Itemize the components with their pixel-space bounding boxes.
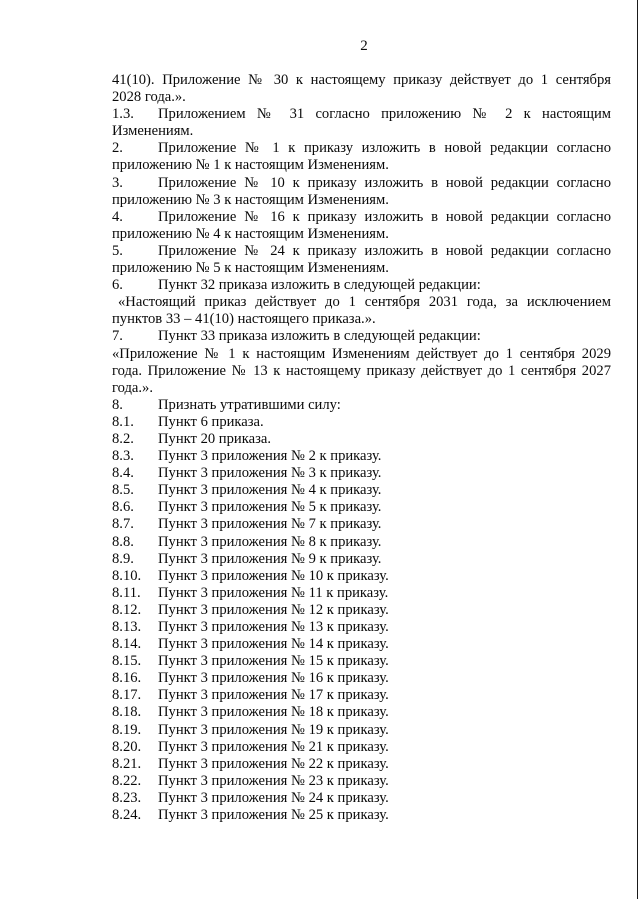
item-number: 8.17. — [112, 687, 142, 704]
paragraph-3 — [112, 175, 611, 209]
item-text: Пункт 3 приложения № 12 к приказу. — [158, 601, 389, 618]
paragraph-2-line-1: Приложение № 1 к приказу изложить в новой редакции согласно — [158, 140, 611, 157]
list-item — [112, 636, 611, 653]
repealed-items-list — [112, 414, 611, 824]
paragraph-4-line-1: Приложение № 16 к приказу изложить в новой редакции согласно — [158, 208, 611, 225]
paragraph-2 — [112, 140, 611, 174]
paragraph-7-text: Пункт 33 приказа изложить в следующей редакции: — [158, 328, 481, 345]
list-item — [112, 670, 611, 687]
list-item — [112, 448, 611, 465]
list-item — [112, 568, 611, 585]
item-number: 8.4. — [112, 465, 134, 482]
item-number: 8.6. — [112, 499, 134, 516]
item-text: Пункт 3 приложения № 9 к приказу. — [158, 550, 382, 567]
page-number: 2 — [360, 38, 368, 54]
paragraph-41-10-line-1: 41(10). Приложение № 30 к настоящему приказу действует до 1 сентября — [112, 72, 611, 88]
item-text: Пункт 3 приложения № 24 к приказу. — [158, 789, 389, 806]
paragraph-8-text: Признать утратившими силу: — [158, 396, 341, 413]
item-text: Пункт 3 приложения № 22 к приказу. — [158, 755, 389, 772]
item-text: Пункт 3 приложения № 18 к приказу. — [158, 704, 389, 721]
item-number: 8.22. — [112, 772, 142, 789]
item-number: 8.19. — [112, 721, 142, 738]
item-text: Пункт 3 приложения № 19 к приказу. — [158, 721, 389, 738]
quote-6-line-1: «Настоящий приказ действует до 1 сентября 2031 года, за исключением — [118, 294, 611, 311]
paragraph-3-line-2: приложению № 3 к настоящим Изменениям. — [112, 191, 389, 208]
item-text: Пункт 3 приложения № 11 к приказу. — [158, 584, 389, 601]
paragraph-3-line-1: Приложение № 10 к приказу изложить в новой редакции согласно — [158, 174, 611, 191]
item-number: 8.23. — [112, 789, 142, 806]
list-item — [112, 602, 611, 619]
item-text: Пункт 6 приказа. — [158, 413, 264, 430]
item-number: 8.13. — [112, 619, 142, 635]
item-text: Пункт 3 приложения № 4 к приказу. — [158, 482, 382, 499]
quote-7-line-3: года.». — [112, 379, 153, 396]
item-number: 8.18. — [112, 704, 142, 721]
paragraph-6-text: Пункт 32 приказа изложить в следующей редакции: — [158, 277, 481, 294]
quote-6-line-2: пунктов 33 – 41(10) настоящего приказа.». — [112, 311, 376, 328]
list-item — [112, 773, 611, 790]
list-item — [112, 534, 611, 551]
paragraph-6 — [112, 277, 611, 328]
quote-7-line-1: «Приложение № 1 к настоящим Изменениям действует до 1 сентября 2029 — [112, 345, 611, 362]
paragraph-1-3-line-2: Изменениям. — [112, 123, 194, 140]
item-text: Пункт 3 приложения № 5 к приказу. — [158, 499, 382, 516]
item-number: 8.9. — [112, 550, 134, 567]
item-number: 8.2. — [112, 430, 134, 447]
item-number: 8.24. — [112, 807, 142, 824]
list-item — [112, 465, 611, 482]
quote-7-line-2: года. Приложение № 13 к настоящему приказу действует до 1 сентября 2027 — [112, 362, 611, 379]
paragraph-8 — [112, 397, 611, 414]
item-number: 8.16. — [112, 670, 142, 687]
paragraph-number: 2. — [112, 140, 123, 157]
list-item — [112, 756, 611, 773]
item-number: 8.3. — [112, 448, 134, 465]
paragraph-number: 7. — [112, 328, 123, 345]
list-item — [112, 482, 611, 499]
paragraph-number: 6. — [112, 277, 123, 294]
list-item — [112, 516, 611, 533]
item-text: Пункт 3 приложения № 7 к приказу. — [158, 516, 382, 533]
item-text: Пункт 3 приложения № 13 к приказу. — [158, 619, 389, 635]
item-text: Пункт 3 приложения № 2 к приказу. — [158, 448, 382, 465]
document-body — [112, 72, 611, 824]
item-text: Пункт 3 приложения № 14 к приказу. — [158, 636, 389, 653]
paragraph-1-3-line-1: Приложением № 31 согласно приложению № 2 к настоящим — [158, 106, 611, 123]
item-text: Пункт 3 приложения № 17 к приказу. — [158, 687, 389, 704]
item-text: Пункт 3 приложения № 23 к приказу. — [158, 772, 389, 789]
item-text: Пункт 3 приложения № 16 к приказу. — [158, 670, 389, 687]
list-item — [112, 414, 611, 431]
paragraph-1-3 — [112, 106, 611, 140]
paragraph-4 — [112, 209, 611, 243]
item-text: Пункт 20 приказа. — [158, 430, 271, 447]
list-item — [112, 790, 611, 807]
list-item — [112, 704, 611, 721]
item-number: 8.7. — [112, 516, 134, 533]
paragraph-number: 1.3. — [112, 106, 134, 123]
page-edge-line — [637, 0, 638, 899]
item-text: Пункт 3 приложения № 10 к приказу. — [158, 567, 389, 584]
item-number: 8.5. — [112, 482, 134, 499]
paragraph-number: 4. — [112, 208, 123, 225]
item-text: Пункт 3 приложения № 25 к приказу. — [158, 807, 389, 824]
list-item — [112, 499, 611, 516]
item-number: 8.8. — [112, 533, 134, 550]
list-item — [112, 619, 611, 636]
item-number: 8.11. — [112, 584, 141, 601]
list-item — [112, 653, 611, 670]
item-number: 8.21. — [112, 755, 142, 772]
paragraph-41-10-line-2: 2028 года.». — [112, 89, 186, 106]
item-text: Пункт 3 приложения № 3 к приказу. — [158, 465, 382, 482]
item-text: Пункт 3 приложения № 15 к приказу. — [158, 653, 389, 670]
item-number: 8.20. — [112, 738, 142, 755]
paragraph-5-line-1: Приложение № 24 к приказу изложить в новой редакции согласно — [158, 242, 611, 259]
item-number: 8.15. — [112, 653, 142, 670]
paragraph-2-line-2: приложению № 1 к настоящим Изменениям. — [112, 157, 389, 174]
paragraph-41-10 — [112, 72, 611, 106]
list-item — [112, 739, 611, 756]
item-number: 8.1. — [112, 413, 134, 430]
item-number: 8.10. — [112, 567, 142, 584]
paragraph-number: 3. — [112, 174, 123, 191]
paragraph-4-line-2: приложению № 4 к настоящим Изменениям. — [112, 225, 389, 242]
list-item — [112, 807, 611, 824]
list-item — [112, 722, 611, 739]
list-item — [112, 551, 611, 568]
paragraph-5-line-2: приложению № 5 к настоящим Изменениям. — [112, 260, 389, 277]
item-number: 8.14. — [112, 636, 142, 653]
list-item — [112, 687, 611, 704]
item-text: Пункт 3 приложения № 8 к приказу. — [158, 533, 382, 550]
paragraph-7 — [112, 328, 611, 396]
paragraph-number: 8. — [112, 396, 123, 413]
item-text: Пункт 3 приложения № 21 к приказу. — [158, 738, 389, 755]
item-number: 8.12. — [112, 601, 142, 618]
paragraph-number: 5. — [112, 242, 123, 259]
list-item — [112, 431, 611, 448]
paragraph-5 — [112, 243, 611, 277]
list-item — [112, 585, 611, 602]
